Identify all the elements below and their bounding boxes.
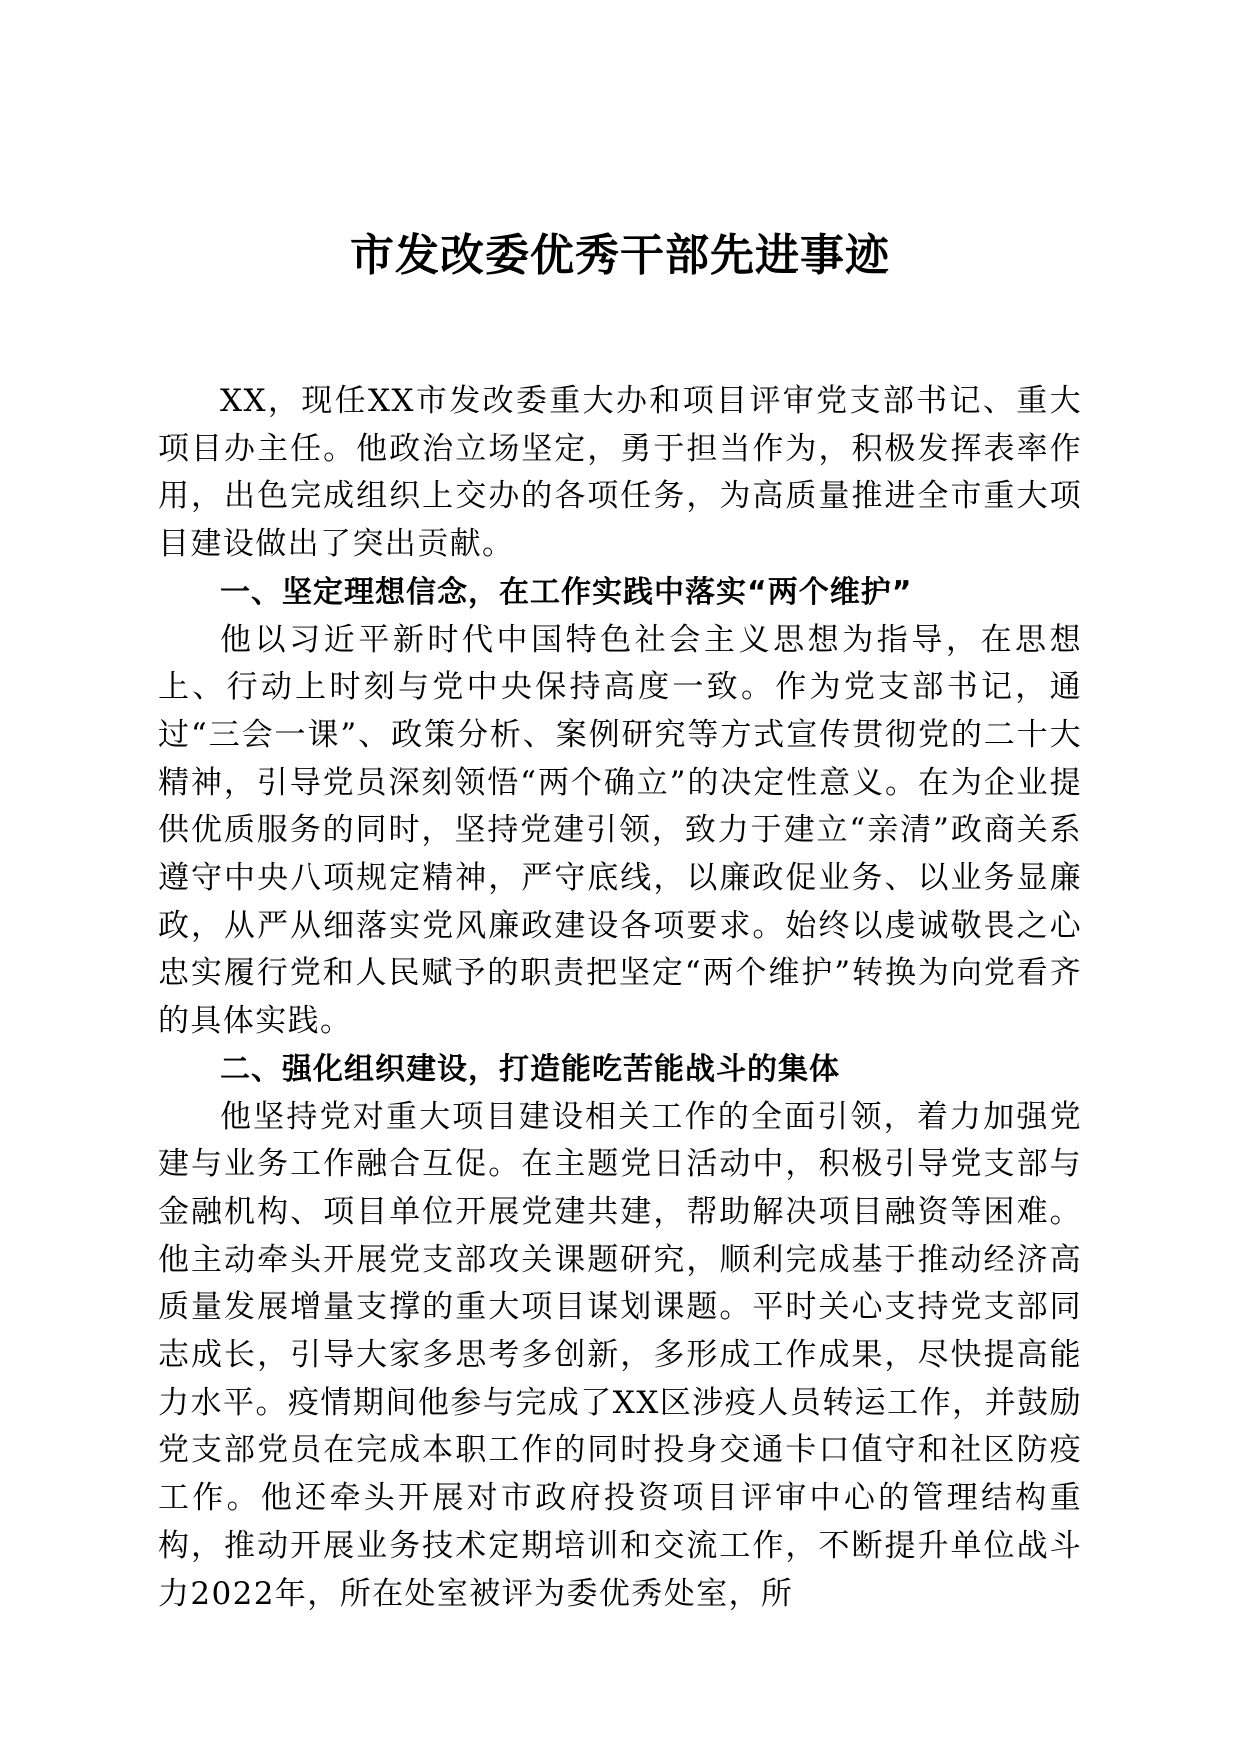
document-body: [158, 378, 1082, 1618]
section-heading-1: 一、坚定理想信念，在工作实践中落实“两个维护”: [220, 574, 913, 610]
section-paragraph-1: 他以习近平新时代中国特色社会主义思想为指导，在思想上、行动上时刻与党中央保持高度一致。作为党支部书记，通过“三会一课”、政策分析、案例研究等方式宣传贯彻党的二十大精神，引导党员深刻领悟“两个确立”的决定性意义。在为企业提供优质服务的同时，坚持党建引领，致力于建立“亲清”政商关系遵守中央八项规定精神，严守底线，以廉政促业务、以业务显廉政，从严从细落实党风廉政建设各项要求。始终以虔诚敬畏之心忠实履行党和人民赋予的职责把坚定“两个维护”转换为向党看齐的具体实践。: [158, 621, 1082, 1040]
intro-paragraph: XX，现任XX市发改委重大办和项目评审党支部书记、重大项目办主任。他政治立场坚定，勇于担当作为，积极发挥表率作用，出色完成组织上交办的各项任务，为高质量推进全市重大项目建设做出了突出贡献。: [158, 383, 1082, 563]
section-paragraph-2: 他坚持党对重大项目建设相关工作的全面引领，着力加强党建与业务工作融合互促。在主题党日活动中，积极引导党支部与金融机构、项目单位开展党建共建，帮助解决项目融资等困难。他主动牵头开展党支部攻关课题研究，顺利完成基于推动经济高质量发展增量支撑的重大项目谋划课题。平时关心支持党支部同志成长，引导大家多思考多创新，多形成工作成果，尽快提高能力水平。疫情期间他参与完成了XX区涉疫人员转运工作，并鼓励党支部党员在完成本职工作的同时投身交通卡口值守和社区防疫工作。他还牵头开展对市政府投资项目评审中心的管理结构重构，推动开展业务技术定期培训和交流工作，不断提升单位战斗力2022年，所在处室被评为委优秀处室，所: [158, 1098, 1082, 1612]
document-title: 市发改委优秀干部先进事迹: [350, 230, 890, 281]
section-heading-2: 二、强化组织建设，打造能吃苦能战斗的集体: [220, 1051, 840, 1087]
